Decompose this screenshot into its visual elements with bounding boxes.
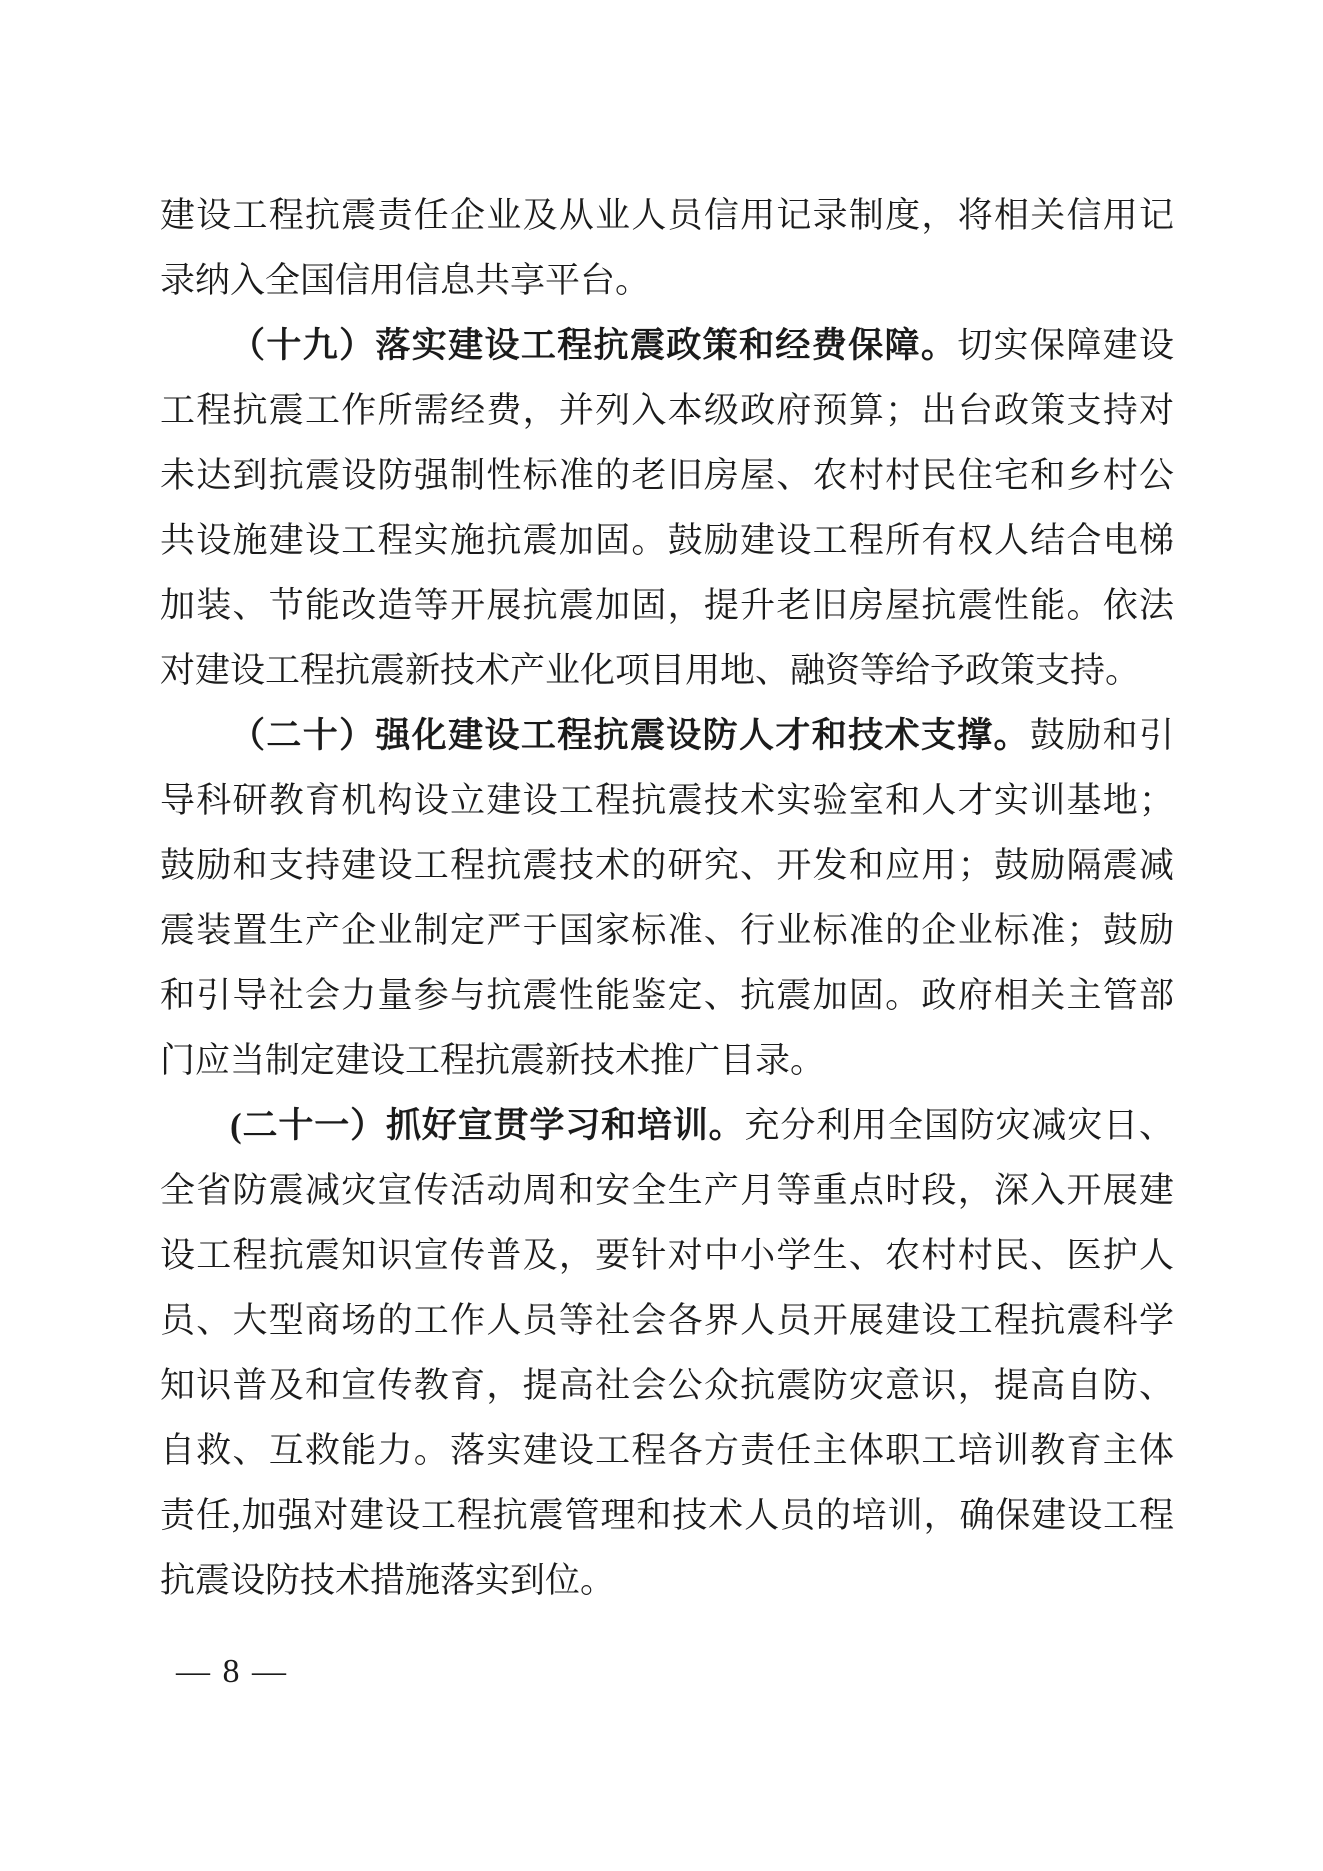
page-number: — 8 — xyxy=(176,1653,288,1690)
paragraph-heading: （二十）强化建设工程抗震设防人才和技术支撑。 xyxy=(230,716,1030,755)
paragraph xyxy=(160,703,1174,1093)
paragraph-heading: (二十一）抓好宣贯学习和培训。 xyxy=(230,1106,745,1145)
paragraph xyxy=(160,313,1174,703)
paragraph-text: 充分利用全国防灾减灾日、全省防震减灾宣传活动周和安全生产月等重点时段，深入开展建设工程抗震知识宣传普及，要针对中小学生、农村村民、医护人员、大型商场的工作人员等社会各界人员开展建设工程抗震科学知识普及和宣传教育，提高社会公众抗震防灾意识，提高自防、自救、互救能力。落实建设工程各方责任主体职工培训教育主体责任,加强对建设工程抗震管理和技术人员的培训，确保建设工程抗震设防技术措施落实到位。 xyxy=(160,1106,1174,1600)
paragraph-heading: （十九）落实建设工程抗震政策和经费保障。 xyxy=(230,326,958,365)
paragraph xyxy=(160,1093,1174,1613)
document-body xyxy=(160,183,1174,1613)
paragraph-text: 切实保障建设工程抗震工作所需经费，并列入本级政府预算；出台政策支持对未达到抗震设防强制性标准的老旧房屋、农村村民住宅和乡村公共设施建设工程实施抗震加固。鼓励建设工程所有权人结合电梯加装、节能改造等开展抗震加固，提升老旧房屋抗震性能。依法对建设工程抗震新技术产业化项目用地、融资等给予政策支持。 xyxy=(160,326,1174,690)
paragraph xyxy=(160,183,1174,313)
paragraph-text: 建设工程抗震责任企业及从业人员信用记录制度，将相关信用记录纳入全国信用信息共享平台。 xyxy=(160,196,1174,300)
paragraph-text: 鼓励和引导科研教育机构设立建设工程抗震技术实验室和人才实训基地；鼓励和支持建设工程抗震技术的研究、开发和应用；鼓励隔震减震装置生产企业制定严于国家标准、行业标准的企业标准；鼓励和引导社会力量参与抗震性能鉴定、抗震加固。政府相关主管部门应当制定建设工程抗震新技术推广目录。 xyxy=(160,716,1174,1080)
page-footer xyxy=(176,1652,288,1692)
